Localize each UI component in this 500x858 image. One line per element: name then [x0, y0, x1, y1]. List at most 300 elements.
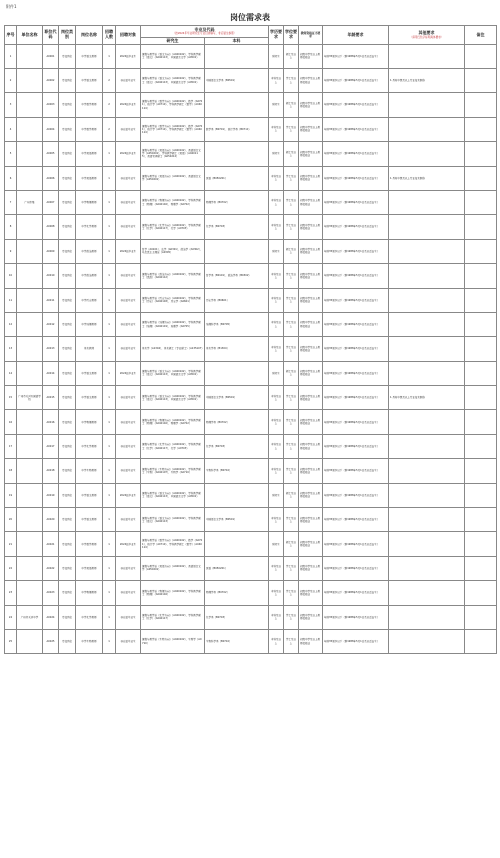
- row-code: A0010: [43, 264, 59, 288]
- row-other: [389, 605, 465, 629]
- row-unit: [17, 508, 43, 532]
- row-other: [389, 434, 465, 458]
- row-category: 专技岗位: [59, 581, 76, 605]
- row-other: [389, 93, 465, 117]
- row-post: 中学化学教师: [76, 434, 103, 458]
- row-post: 中学政治教师: [76, 239, 103, 263]
- row-category: 专技岗位: [59, 142, 76, 166]
- row-category: 专技岗位: [59, 337, 76, 361]
- row-count: 2: [103, 117, 116, 141]
- row-cert: 初级中学及以上教师资格证: [299, 361, 323, 385]
- row-count: 1: [103, 215, 116, 239]
- row-seq: 19: [5, 483, 17, 507]
- row-seq: 25: [5, 629, 17, 653]
- row-unit: [17, 459, 43, 483]
- row-unit: [17, 410, 43, 434]
- row-edu: 本科及以上: [269, 68, 284, 92]
- row-grad-major: 课程与教学论（英语方向）（A040102）、英语语言文学（A050201）、学科教学硕士（英语）（A040115）、英语笔译硕士（A050212）: [141, 142, 205, 166]
- row-grad-major: 课程与教学论（英语方向）（A040102）、英语语言文学（A050201）: [141, 166, 205, 190]
- row-remark: [465, 264, 497, 288]
- header-degree: 学位要求: [284, 26, 299, 45]
- row-category: 专技岗位: [59, 483, 76, 507]
- row-category: 专技岗位: [59, 605, 76, 629]
- row-other: [389, 532, 465, 556]
- row-category: 专技岗位: [59, 508, 76, 532]
- row-category: 专技岗位: [59, 459, 76, 483]
- row-target: 2024届毕业生: [116, 239, 141, 263]
- row-age: 年龄35周岁以下（即1988年5月1日及以后出生）: [323, 410, 389, 434]
- table-row: [5, 117, 497, 141]
- header-cert: 教师资格证书要求: [299, 26, 323, 45]
- row-target: 2024届毕业生: [116, 361, 141, 385]
- row-edu: 研究生: [269, 361, 284, 385]
- row-seq: 13: [5, 337, 17, 361]
- row-target: 非应届毕业生: [116, 556, 141, 580]
- table-row: [5, 605, 497, 629]
- row-unit: [17, 581, 43, 605]
- row-unit: [17, 142, 43, 166]
- header-unit: 单位名称: [17, 26, 43, 45]
- row-remark: [465, 93, 497, 117]
- row-degree: 学士及以上: [284, 312, 299, 336]
- row-seq: 22: [5, 556, 17, 580]
- row-remark: [465, 483, 497, 507]
- row-age: 年龄35周岁以下（即1988年5月1日及以后出生）: [323, 44, 389, 68]
- row-remark: [465, 337, 497, 361]
- row-degree: 硕士及以上: [284, 44, 299, 68]
- row-unit: [17, 166, 43, 190]
- table-row: [5, 508, 497, 532]
- row-category: 专技岗位: [59, 410, 76, 434]
- row-count: 1: [103, 288, 116, 312]
- row-post: 中学数学教师: [76, 532, 103, 556]
- row-code: A0022: [43, 556, 59, 580]
- table-row: [5, 264, 497, 288]
- row-undergrad-major: 化学类（B0703）: [205, 605, 269, 629]
- row-post: 中学语文教师: [76, 386, 103, 410]
- row-seq: 8: [5, 215, 17, 239]
- row-age: 年龄35周岁以下（即1988年5月1日及以后出生）: [323, 361, 389, 385]
- row-count: 1: [103, 142, 116, 166]
- row-target: 2024届毕业生: [116, 142, 141, 166]
- row-code: A0018: [43, 459, 59, 483]
- header-other-group: [389, 26, 465, 45]
- row-degree: 学士及以上: [284, 459, 299, 483]
- row-code: A0025: [43, 629, 59, 653]
- row-other: [389, 581, 465, 605]
- row-seq: 4: [5, 117, 17, 141]
- row-edu: 本科及以上: [269, 581, 284, 605]
- row-undergrad-major: 生物科学类（B0710）: [205, 629, 269, 653]
- row-remark: [465, 312, 497, 336]
- row-undergrad-major: [205, 239, 269, 263]
- row-grad-major: 课程与教学论（数学方向）（A040102）、数学（A0701）、统计学（A0714）、学科教学硕士（数学）（A040114）: [141, 117, 205, 141]
- row-remark: [465, 386, 497, 410]
- row-code: A0007: [43, 190, 59, 214]
- row-age: 年龄35周岁以下（即1988年5月1日及以后出生）: [323, 386, 389, 410]
- row-post: 中学政治教师: [76, 264, 103, 288]
- row-seq: 24: [5, 605, 17, 629]
- row-seq: 3: [5, 93, 17, 117]
- row-post: 中学语文教师: [76, 483, 103, 507]
- row-post: 中学地理教师: [76, 312, 103, 336]
- row-post: 中学历史教师: [76, 288, 103, 312]
- row-remark: [465, 215, 497, 239]
- row-undergrad-major: 地理科学类（B0705）: [205, 312, 269, 336]
- table-row: [5, 312, 497, 336]
- row-post: 中学化学教师: [76, 605, 103, 629]
- row-undergrad-major: [205, 142, 269, 166]
- row-category: 专技岗位: [59, 44, 76, 68]
- row-edu: 本科及以上: [269, 117, 284, 141]
- row-grad-major: 课程与教学论（生物方向）（A040102）、学科教学硕士（生物）（A040107）、生物学（A0710）: [141, 459, 205, 483]
- row-count: 1: [103, 483, 116, 507]
- row-seq: 7: [5, 190, 17, 214]
- row-count: 1: [103, 386, 116, 410]
- row-cert: 初级中学及以上教师资格证: [299, 93, 323, 117]
- row-age: 年龄35周岁以下（即1988年5月1日及以后出生）: [323, 508, 389, 532]
- row-seq: 15: [5, 386, 17, 410]
- row-count: 1: [103, 239, 116, 263]
- row-age: 年龄35周岁以下（即1988年5月1日及以后出生）: [323, 239, 389, 263]
- row-grad-major: 课程与教学论（化学方向）（A040102）、学科教学硕士（化学）（A040117）: [141, 605, 205, 629]
- row-code: A0001: [43, 44, 59, 68]
- table-body: [5, 44, 497, 654]
- row-grad-major: 课程与教学论（语文方向）（A040102）、学科教学硕士（语文）（A040113）、中国语言文学（A0501）: [141, 361, 205, 385]
- row-other: [389, 117, 465, 141]
- row-unit: [17, 556, 43, 580]
- row-degree: 学士及以上: [284, 68, 299, 92]
- header-major-note: （按2024年毕业研究生专业目录填写，非应届生参照）: [172, 32, 237, 36]
- row-post: 中学数学教师: [76, 93, 103, 117]
- row-remark: [465, 556, 497, 580]
- row-count: 1: [103, 581, 116, 605]
- row-degree: 学士及以上: [284, 629, 299, 653]
- table-row: [5, 44, 497, 68]
- header-code: 职位代码: [43, 26, 59, 45]
- row-degree: 硕士及以上: [284, 93, 299, 117]
- row-target: 非应届毕业生: [116, 605, 141, 629]
- row-edu: 本科及以上: [269, 459, 284, 483]
- header-count: 招聘人数: [103, 26, 116, 45]
- row-edu: 本科及以上: [269, 312, 284, 336]
- row-code: A0009: [43, 239, 59, 263]
- row-cert: 初级中学及以上教师资格证: [299, 483, 323, 507]
- row-degree: 学士及以上: [284, 434, 299, 458]
- row-degree: 学士及以上: [284, 117, 299, 141]
- row-age: 年龄35周岁以下（即1988年5月1日及以后出生）: [323, 68, 389, 92]
- row-other: [389, 361, 465, 385]
- row-edu: 本科及以上: [269, 386, 284, 410]
- row-other: [389, 629, 465, 653]
- row-age: 年龄35周岁以下（即1988年5月1日及以后出生）: [323, 190, 389, 214]
- row-unit: [17, 337, 43, 361]
- row-degree: 学士及以上: [284, 410, 299, 434]
- row-count: 1: [103, 605, 116, 629]
- row-grad-major: 课程与教学论（语文方向）（A040102）、学科教学硕士（语文）（A040113）、中国语言文学（A0501）: [141, 483, 205, 507]
- row-post: 中学物理教师: [76, 190, 103, 214]
- header-major-title: 专业及代码: [194, 26, 215, 32]
- row-cert: 初级中学及以上教师资格证: [299, 166, 323, 190]
- row-age: 年龄35周岁以下（即1988年5月1日及以后出生）: [323, 532, 389, 556]
- row-age: 年龄35周岁以下（即1988年5月1日及以后出生）: [323, 629, 389, 653]
- header-edu: 学历要求: [269, 26, 284, 45]
- row-remark: [465, 581, 497, 605]
- row-target: 非应届毕业生: [116, 629, 141, 653]
- header-remark: 备注: [465, 26, 497, 45]
- row-age: 年龄35周岁以下（即1988年5月1日及以后出生）: [323, 288, 389, 312]
- row-count: 1: [103, 410, 116, 434]
- row-unit: [17, 239, 43, 263]
- row-post: 中学物理教师: [76, 581, 103, 605]
- row-target: 非应届毕业生: [116, 288, 141, 312]
- row-count: 1: [103, 337, 116, 361]
- row-edu: 研究生: [269, 483, 284, 507]
- row-category: 专技岗位: [59, 288, 76, 312]
- row-cert: 初级中学及以上教师资格证: [299, 532, 323, 556]
- row-other: [389, 337, 465, 361]
- row-target: 2024届毕业生: [116, 483, 141, 507]
- row-other: [389, 459, 465, 483]
- attachment-label: 附件1: [6, 4, 17, 9]
- row-remark: [465, 190, 497, 214]
- row-cert: 初级中学及以上教师资格证: [299, 44, 323, 68]
- row-age: 年龄35周岁以下（即1988年5月1日及以后出生）: [323, 337, 389, 361]
- row-count: 1: [103, 312, 116, 336]
- row-category: 专技岗位: [59, 239, 76, 263]
- row-category: 专技岗位: [59, 532, 76, 556]
- row-category: 专技岗位: [59, 215, 76, 239]
- row-seq: 23: [5, 581, 17, 605]
- row-edu: 研究生: [269, 142, 284, 166]
- table-row: [5, 93, 497, 117]
- row-post: 中学物理教师: [76, 410, 103, 434]
- row-count: 1: [103, 556, 116, 580]
- row-edu: 本科及以上: [269, 410, 284, 434]
- row-other: [389, 44, 465, 68]
- row-cert: 初级中学及以上教师资格证: [299, 288, 323, 312]
- row-age: 年龄35周岁以下（即1988年5月1日及以后出生）: [323, 605, 389, 629]
- row-other: [389, 239, 465, 263]
- table-row: [5, 581, 497, 605]
- row-cert: 初级中学及以上教师资格证: [299, 386, 323, 410]
- row-edu: 本科及以上: [269, 166, 284, 190]
- row-target: 非应届毕业生: [116, 337, 141, 361]
- row-other: [389, 190, 465, 214]
- row-code: A0023: [43, 581, 59, 605]
- row-count: 1: [103, 629, 116, 653]
- page-title: 岗位需求表: [230, 12, 270, 22]
- row-target: 非应届毕业生: [116, 581, 141, 605]
- row-count: 1: [103, 508, 116, 532]
- row-age: 年龄35周岁以下（即1988年5月1日及以后出生）: [323, 264, 389, 288]
- row-count: 1: [103, 166, 116, 190]
- row-count: 1: [103, 190, 116, 214]
- row-degree: 学士及以上: [284, 337, 299, 361]
- row-code: A0012: [43, 312, 59, 336]
- table-row: [5, 68, 497, 92]
- row-target: 非应届毕业生: [116, 190, 141, 214]
- row-category: 专技岗位: [59, 386, 76, 410]
- row-category: 专技岗位: [59, 117, 76, 141]
- row-other: [389, 556, 465, 580]
- row-unit: [17, 44, 43, 68]
- row-count: 1: [103, 434, 116, 458]
- row-grad-major: 课程与教学论（物理方向）（A040102）、学科教学硕士（物理）（A040116）、物理学（A0702）: [141, 410, 205, 434]
- row-unit: [17, 312, 43, 336]
- row-edu: 本科及以上: [269, 215, 284, 239]
- row-age: 年龄35周岁以下（即1988年5月1日及以后出生）: [323, 556, 389, 580]
- row-age: 年龄35周岁以下（即1988年5月1日及以后出生）: [323, 483, 389, 507]
- table-row: [5, 629, 497, 653]
- row-degree: 硕士及以上: [284, 532, 299, 556]
- row-post: 中学化学教师: [76, 215, 103, 239]
- row-degree: 学士及以上: [284, 556, 299, 580]
- header-other-note: （请用红色字标明具体要求）: [409, 35, 444, 39]
- row-grad-major: 课程与教学论（语文方向）（A040102）、学科教学硕士（语文）（A040113）、中国语言文学（A0501）: [141, 386, 205, 410]
- row-grad-major: 课程与教学论（物理方向）（A040102）、学科教学硕士（物理）（A040116）: [141, 581, 205, 605]
- row-cert: 初级中学及以上教师资格证: [299, 434, 323, 458]
- row-code: A0015: [43, 386, 59, 410]
- row-category: 专技岗位: [59, 556, 76, 580]
- row-grad-major: 美术学（A1304）、美术硕士（专业硕士）（A135107）: [141, 337, 205, 361]
- row-post: 中学语文教师: [76, 44, 103, 68]
- row-count: 2: [103, 93, 116, 117]
- row-cert: 初级中学及以上教师资格证: [299, 190, 323, 214]
- row-grad-major: 哲学（A0101）、法学（A0301）、政治学（A0302）、马克思主义理论（A0305）: [141, 239, 205, 263]
- row-remark: [465, 410, 497, 434]
- row-count: 1: [103, 361, 116, 385]
- row-undergrad-major: 物理学类（B0702）: [205, 190, 269, 214]
- header-post: 岗位名称: [76, 26, 103, 45]
- row-target: 非应届毕业生: [116, 312, 141, 336]
- row-category: 专技岗位: [59, 629, 76, 653]
- row-degree: 学士及以上: [284, 215, 299, 239]
- row-grad-major: 课程与教学论（语文方向）（A040102）、学科教学硕士（语文）（A040113）、中国语言文学（A0501）: [141, 68, 205, 92]
- row-degree: 学士及以上: [284, 605, 299, 629]
- row-unit: [17, 629, 43, 653]
- table-row: [5, 190, 497, 214]
- row-other: [389, 410, 465, 434]
- row-target: 非应届毕业生: [116, 264, 141, 288]
- row-category: 专技岗位: [59, 93, 76, 117]
- row-code: A0020: [43, 508, 59, 532]
- job-requirements-table: [4, 25, 497, 654]
- row-unit: [17, 483, 43, 507]
- table-row: [5, 459, 497, 483]
- row-remark: [465, 434, 497, 458]
- row-age: 年龄35周岁以下（即1988年5月1日及以后出生）: [323, 581, 389, 605]
- row-degree: 学士及以上: [284, 581, 299, 605]
- row-cert: 初级中学及以上教师资格证: [299, 605, 323, 629]
- row-degree: 硕士及以上: [284, 483, 299, 507]
- table-row: [5, 483, 497, 507]
- row-undergrad-major: 哲学类（B0101）、政治学类（B0302）: [205, 264, 269, 288]
- row-category: 专技岗位: [59, 264, 76, 288]
- row-code: A0011: [43, 288, 59, 312]
- header-grad: 研究生: [141, 38, 205, 45]
- row-count: 1: [103, 532, 116, 556]
- row-other: [389, 312, 465, 336]
- row-cert: 初级中学及以上教师资格证: [299, 117, 323, 141]
- row-grad-major: 课程与教学论（数学方向）（A040102）、数学（A0701）、统计学（A0714）、学科教学硕士（数学）（A040114）: [141, 93, 205, 117]
- row-count: 2: [103, 68, 116, 92]
- row-unit: [17, 264, 43, 288]
- row-age: 年龄35周岁以下（即1988年5月1日及以后出生）: [323, 215, 389, 239]
- row-code: A0021: [43, 532, 59, 556]
- row-undergrad-major: [205, 93, 269, 117]
- row-undergrad-major: 物理学类（B0702）: [205, 581, 269, 605]
- row-grad-major: 课程与教学论（历史方向）（A040102）、学科教学硕士（历史）（A040118）、历史学（A0601）: [141, 288, 205, 312]
- row-count: 1: [103, 459, 116, 483]
- table-row: [5, 239, 497, 263]
- row-unit: [17, 68, 43, 92]
- row-seq: 17: [5, 434, 17, 458]
- row-post: 中学语文教师: [76, 361, 103, 385]
- row-edu: 本科及以上: [269, 605, 284, 629]
- row-grad-major: 课程与教学论（数学方向）（A040102）、数学（A0701）、统计学（A0714）、学科教学硕士（数学）（A040114）: [141, 532, 205, 556]
- row-unit: 广州市第: [17, 190, 43, 214]
- table-row: [5, 532, 497, 556]
- row-undergrad-major: 英语（B050201）: [205, 166, 269, 190]
- row-other: [389, 288, 465, 312]
- row-degree: 硕士及以上: [284, 239, 299, 263]
- row-grad-major: 课程与教学论（地理方向）（A040102）、学科教学硕士（地理）（A040119）、地理学（A0705）: [141, 312, 205, 336]
- row-target: 非应届毕业生: [116, 68, 141, 92]
- row-target: 非应届毕业生: [116, 410, 141, 434]
- row-count: 1: [103, 44, 116, 68]
- row-cert: 初级中学及以上教师资格证: [299, 68, 323, 92]
- row-other: [389, 142, 465, 166]
- row-edu: 本科及以上: [269, 190, 284, 214]
- row-target: 2024届毕业生: [116, 93, 141, 117]
- row-undergrad-major: 中国语言文学类（B0501）: [205, 68, 269, 92]
- row-age: 年龄35周岁以下（即1988年5月1日及以后出生）: [323, 117, 389, 141]
- row-target: 非应届毕业生: [116, 386, 141, 410]
- row-seq: 18: [5, 459, 17, 483]
- row-remark: [465, 508, 497, 532]
- row-code: A0019: [43, 483, 59, 507]
- row-cert: 初级中学及以上教师资格证: [299, 629, 323, 653]
- row-grad-major: 课程与教学论（英语方向）（A040102）、英语语言文学（A050201）: [141, 556, 205, 580]
- row-age: 年龄35周岁以下（即1988年5月1日及以后出生）: [323, 93, 389, 117]
- row-seq: 21: [5, 532, 17, 556]
- table-row: [5, 410, 497, 434]
- row-code: A0016: [43, 410, 59, 434]
- row-undergrad-major: 化学类（B0703）: [205, 434, 269, 458]
- row-undergrad-major: 历史学类（B0601）: [205, 288, 269, 312]
- row-grad-major: 课程与教学论（化学方向）（A040102）、学科教学硕士（化学）（A040117）、化学（A0703）: [141, 434, 205, 458]
- header-seq: 序号: [5, 26, 17, 45]
- header-undergrad: 本科: [205, 38, 269, 45]
- row-category: 专技岗位: [59, 312, 76, 336]
- row-age: 年龄35周岁以下（即1988年5月1日及以后出生）: [323, 459, 389, 483]
- row-remark: [465, 44, 497, 68]
- row-seq: 16: [5, 410, 17, 434]
- row-category: 专技岗位: [59, 190, 76, 214]
- row-edu: 研究生: [269, 239, 284, 263]
- row-code: A0013: [43, 337, 59, 361]
- row-category: 专技岗位: [59, 166, 76, 190]
- row-grad-major: 课程与教学论（语文方向）（A040102）、学科教学硕士（语文）（A040113）: [141, 508, 205, 532]
- row-other: 1.具有中级及以上专业技术职称: [389, 166, 465, 190]
- row-undergrad-major: 英语（B050201）: [205, 556, 269, 580]
- row-age: 年龄35周岁以下（即1988年5月1日及以后出生）: [323, 142, 389, 166]
- row-code: A0017: [43, 434, 59, 458]
- table-row: [5, 337, 497, 361]
- row-edu: 研究生: [269, 532, 284, 556]
- row-post: 中学英语教师: [76, 166, 103, 190]
